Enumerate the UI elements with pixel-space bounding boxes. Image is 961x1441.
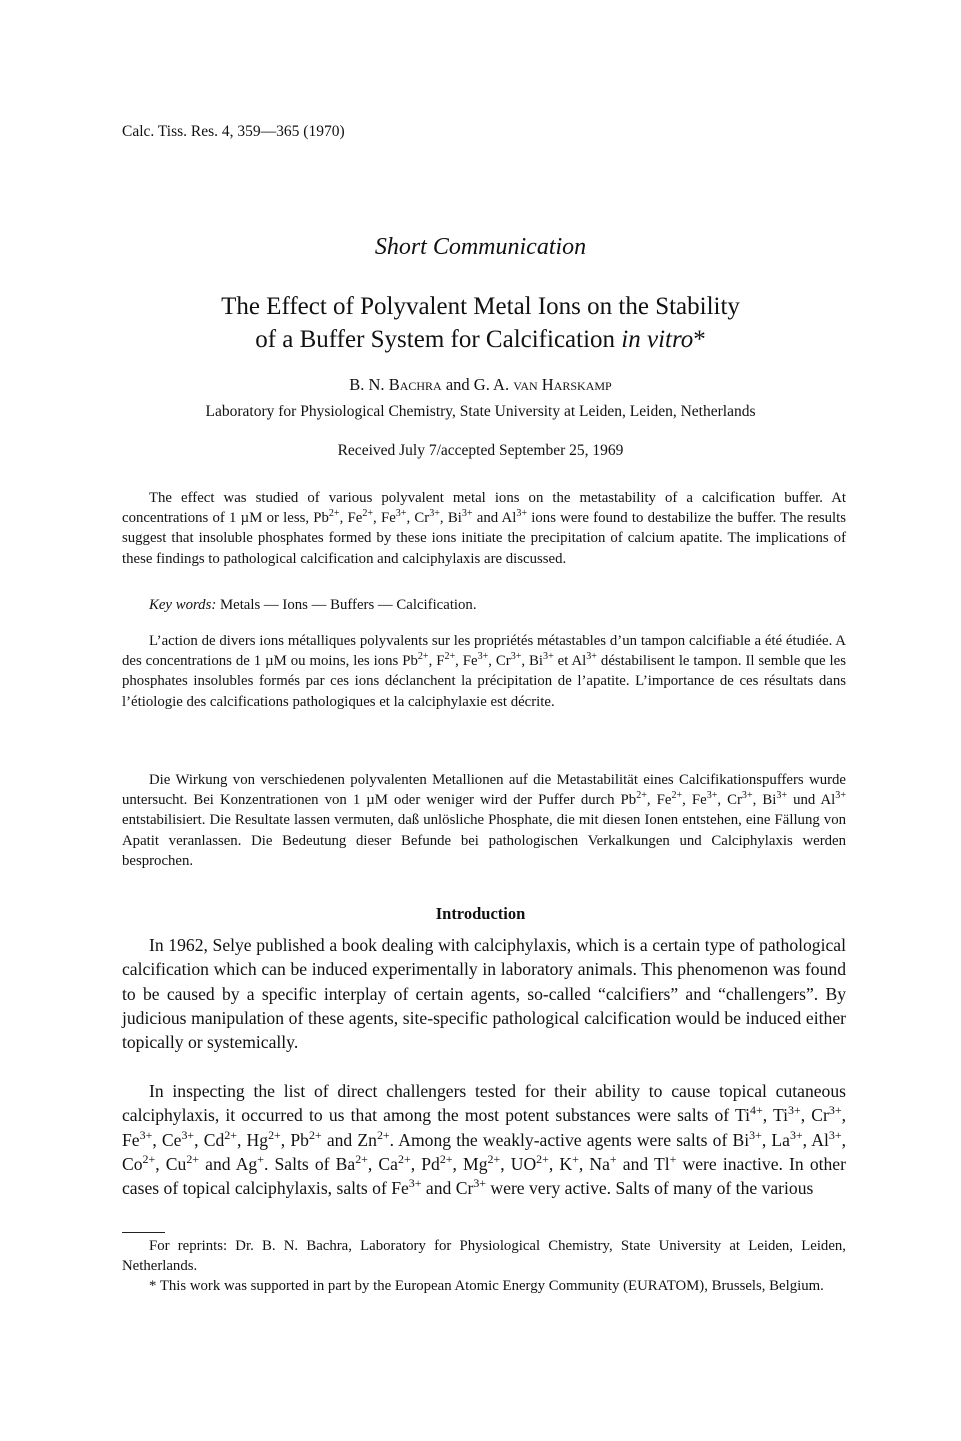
text-segment: , Bi — [752, 792, 777, 809]
text-segment: , Bi — [439, 510, 462, 527]
ion-charge: 2+ — [636, 790, 647, 802]
ion-charge: 2+ — [439, 1152, 453, 1167]
ion-charge: 2+ — [328, 508, 340, 520]
text-segment: were inactive. In other cases of topical calciphylaxis, salts of Fe — [122, 1153, 846, 1199]
text-segment: , Pb — [280, 1129, 309, 1150]
ion-charge: 2+ — [186, 1152, 200, 1167]
ion-charge: 3+ — [788, 1103, 801, 1118]
ion-charge: 3+ — [408, 1176, 422, 1191]
ion-charge: + — [609, 1152, 617, 1167]
ion-charge: 2+ — [224, 1127, 237, 1142]
text-segment: , Al — [802, 1129, 829, 1150]
text-segment: and Ag — [199, 1153, 258, 1174]
affiliation: Laboratory for Physiological Chemistry, State University at Leiden, Leiden, Netherlands — [205, 403, 756, 420]
ion-charge: 3+ — [749, 1127, 762, 1142]
text-segment: déstabilisent le tampon. Il semble que les phosphates insolubles formés par ces ions déclanchent la précipitation de l’apatite. L’importance de ces résultats dans l’étiologie des calcifications pathologiques et la calciphylaxie est décrite. — [122, 653, 846, 710]
text-segment: Die Wirkung von verschiedenen polyvalenten Metallionen auf die Metastabilität eines Calcifikationspuffers wurde untersucht. Bei Konzentrationen von 1 µM oder weniger wird der Puffer durch Pb — [122, 772, 846, 809]
text-segment: The effect was studied of various polyvalent metal ions on the metastability of a calcification buffer. At concentrations of 1 µM or less, Pb — [122, 490, 846, 527]
text-segment: and Tl — [616, 1153, 670, 1174]
ion-charge: + — [257, 1152, 264, 1167]
text-segment: , Ce — [152, 1129, 182, 1150]
ion-charge: 3+ — [586, 651, 597, 663]
text-segment: . Salts of Ba — [263, 1153, 356, 1174]
text-segment: , La — [761, 1129, 790, 1150]
text-segment: and Cr — [421, 1178, 474, 1199]
ion-charge: 2+ — [444, 651, 456, 663]
text-segment: , Fe — [455, 653, 478, 670]
ion-charge: 3+ — [789, 1127, 803, 1142]
text-segment: L’action de divers ions métalliques polyvalents sur les propriétés métastables d’un tampon calcifiable a été étudiée. A des concentrations de 1 µM ou moins, les ions Pb — [122, 633, 846, 670]
title-italic: in vitro — [621, 326, 694, 353]
ion-charge: 3+ — [461, 508, 473, 520]
ion-charge: 2+ — [376, 1127, 390, 1142]
ion-charge: 3+ — [181, 1127, 195, 1142]
ion-charge: 2+ — [142, 1152, 156, 1167]
footnote-reprints: For reprints: Dr. B. N. Bachra, Laboratory for Physiological Chemistry, State University at Leiden, Leiden, Netherlands. — [122, 1238, 846, 1275]
ion-charge: 2+ — [362, 508, 374, 520]
abstract-english — [122, 488, 846, 569]
title-line-1: The Effect of Polyvalent Metal Ions on the Stability — [221, 293, 740, 320]
article-title — [100, 290, 861, 356]
ion-charge: 3+ — [741, 790, 753, 802]
author-2-initials: G. A. — [473, 375, 514, 394]
text-segment: and Al — [472, 510, 517, 527]
text-segment: entstabilisiert. Die Resultate lassen vermuten, daß unlösliche Phosphate, die mit diesen Ionen entstehen, eine Fällung von Apatit veranlassen. Die Bedeutung dieser Befunde bei pathologischen Verkalkungen und Calciphylaxis werden besprochen. — [122, 812, 846, 869]
text-segment: , Fe — [682, 792, 707, 809]
text-segment: , Co — [122, 1129, 846, 1174]
text-segment: In inspecting the list of direct challengers tested for their ability to cause topical cutaneous calciphylaxis, it occurred to us that among the most potent substances were salts of Ti — [122, 1081, 846, 1126]
author-1-initials: B. N. — [349, 375, 389, 394]
authors-conjunction: and — [441, 375, 474, 394]
text-segment: et Al — [553, 653, 587, 670]
ion-charge: 2+ — [355, 1152, 368, 1167]
ion-charge: 3+ — [516, 508, 528, 520]
text-segment: , Hg — [236, 1129, 269, 1150]
abstract-german — [122, 770, 846, 871]
text-segment: und Al — [787, 792, 836, 809]
footnote-divider — [122, 1232, 165, 1233]
ion-charge: 2+ — [268, 1127, 281, 1142]
ion-charge: 2+ — [397, 1152, 411, 1167]
ion-charge: 3+ — [776, 790, 788, 802]
text-segment: , F — [428, 653, 445, 670]
text-segment: , Fe — [373, 510, 396, 527]
text-segment: , K — [548, 1153, 573, 1174]
keywords-label: Key words: — [149, 597, 217, 613]
text-segment: , Ti — [762, 1105, 789, 1126]
keywords — [149, 597, 477, 614]
intro-paragraph-2 — [122, 1079, 846, 1200]
received-dates: Received July 7/accepted September 25, 1969 — [337, 442, 624, 459]
ion-charge: 3+ — [543, 651, 554, 663]
authors — [0, 375, 961, 395]
text-segment: , Fe — [339, 510, 363, 527]
author-2-name: van Harskamp — [513, 375, 612, 394]
text-segment: . Among the weakly-active agents were salts of Bi — [389, 1129, 750, 1150]
title-line-2: of a Buffer System for Calcification — [255, 326, 622, 353]
text-segment: , Mg — [452, 1153, 488, 1174]
text-segment: , UO — [500, 1153, 537, 1174]
ion-charge: 3+ — [828, 1127, 842, 1142]
text-segment: were very active. Salts of many of the various — [486, 1178, 814, 1199]
introduction-heading: Introduction — [435, 904, 526, 923]
ion-charge: 2+ — [671, 790, 683, 802]
abstract-french — [122, 631, 846, 712]
text-segment: , Fe — [122, 1105, 847, 1150]
section-type: Short Communication — [374, 234, 587, 260]
text-segment: and Zn — [321, 1129, 377, 1150]
text-segment: , Cd — [194, 1129, 225, 1150]
text-segment: , Fe — [646, 792, 672, 809]
footnote-funding: * This work was supported in part by the European Atomic Energy Community (EURATOM), Brussels, Belgium. — [149, 1278, 824, 1294]
author-1-name: Bachra — [388, 375, 442, 394]
text-segment: , Ca — [367, 1153, 398, 1174]
text-segment: , Cr — [717, 792, 742, 809]
text-segment: , Cr — [406, 510, 430, 527]
ion-charge: 2+ — [417, 651, 429, 663]
ion-charge: 2+ — [308, 1127, 322, 1142]
ion-charge: 2+ — [536, 1152, 549, 1167]
ion-charge: 3+ — [139, 1127, 153, 1142]
journal-reference: Calc. Tiss. Res. 4, 359—365 (1970) — [122, 123, 345, 140]
ion-charge: 3+ — [835, 790, 846, 802]
text-segment: , Cr — [488, 653, 511, 670]
ion-charge: + — [669, 1152, 677, 1167]
ion-charge: 3+ — [510, 651, 522, 663]
ion-charge: 3+ — [706, 790, 718, 802]
text-segment: , Na — [578, 1153, 610, 1174]
ion-charge: 3+ — [395, 508, 407, 520]
text-segment: ions were found to destabilize the buffer. The results suggest that insoluble phosphates formed by these ions initiate the precipitation of calcium apatite. The implications of these findings to pathological calcification and calciphylaxis are discussed. — [122, 510, 847, 567]
keywords-text: Metals — Ions — Buffers — Calcification. — [216, 597, 477, 613]
ion-charge: 2+ — [487, 1152, 501, 1167]
ion-charge: 3+ — [477, 651, 489, 663]
ion-charge: 4+ — [750, 1103, 763, 1118]
ion-charge: 3+ — [828, 1103, 842, 1118]
ion-charge: + — [572, 1152, 579, 1167]
intro-paragraph-1: In 1962, Selye published a book dealing with calciphylaxis, which is a certain type of pathological calcification which can be induced experimentally in laboratory animals. This phenomenon was found to be caused by a specific interplay of certain agents, so-called “calcifiers” and “challengers”. By judicious manipulation of these agents, site-specific pathological calcification would be induced either topically or systemically. — [122, 935, 846, 1053]
title-footnote-mark: * — [693, 326, 706, 353]
text-segment: , Bi — [521, 653, 544, 670]
ion-charge: 3+ — [473, 1176, 487, 1191]
text-segment: , Pd — [410, 1153, 440, 1174]
text-segment: , Cr — [800, 1105, 829, 1126]
text-segment: , Cu — [155, 1153, 187, 1174]
ion-charge: 3+ — [429, 508, 440, 520]
